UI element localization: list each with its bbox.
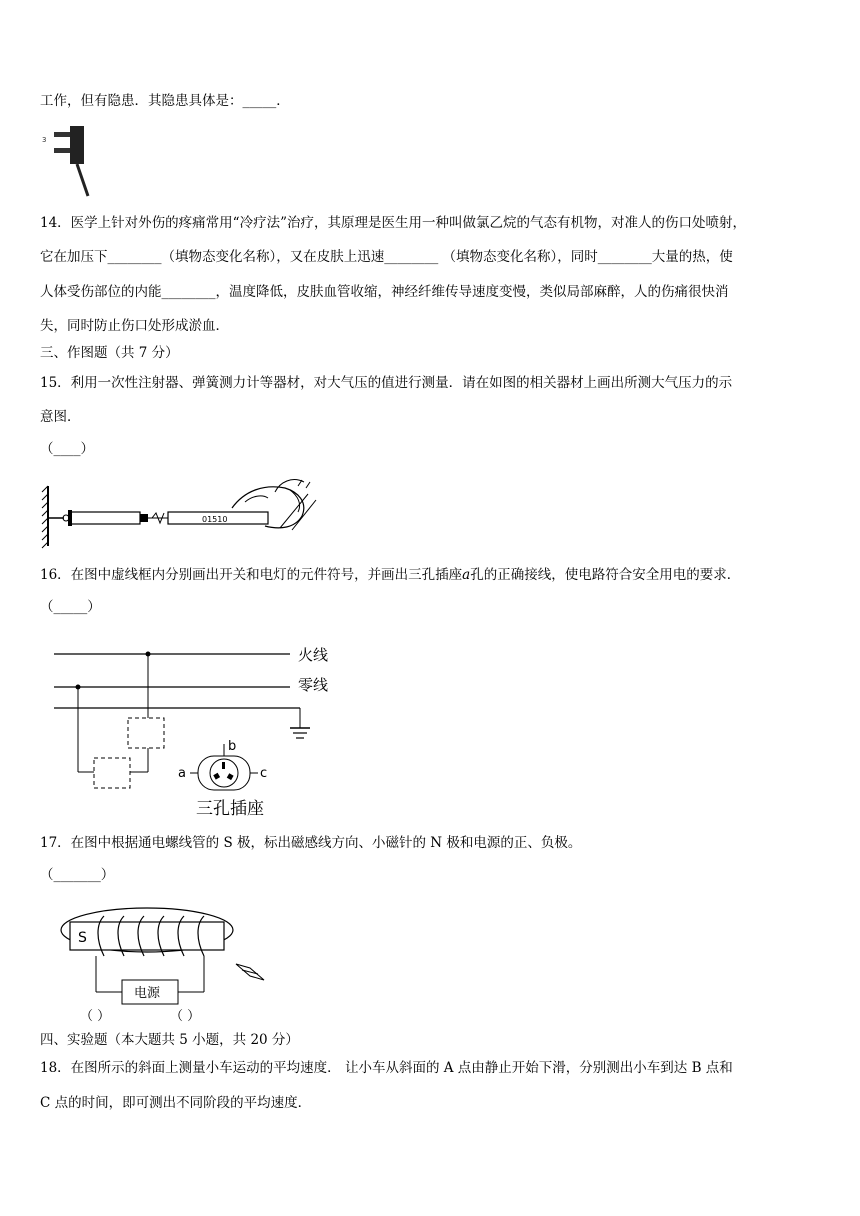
q14-line-4: 失，同时防止伤口处形成淤血． — [40, 318, 229, 334]
pin-b-label: b — [228, 739, 237, 754]
right-terminal-bracket: （ ） — [170, 1009, 201, 1024]
left-terminal-bracket: （ ） — [80, 1009, 111, 1024]
q15-line-1: 15．利用一次性注射器、弹簧测力计等器材，对大气压的值进行测量．请在如图的相关器材上画出所测大气压力的示 — [40, 375, 733, 391]
plug-figure — [40, 120, 100, 200]
q13-continuation: 工作，但有隐患．其隐患具体是：_____． — [40, 93, 290, 109]
q18-line-2: C 点的时间，即可测出不同阶段的平均速度． — [40, 1095, 312, 1111]
socket-caption: 三孔插座 — [196, 799, 264, 819]
section-3-heading: 三、作图题（共 7 分） — [40, 345, 179, 361]
q14-line-1: 14．医学上针对外伤的疼痛常用“冷疗法”治疗，其原理是医生用一种叫做氯乙烷的气态有机物，对准人的伤口处喷射， — [40, 215, 746, 231]
syringe-figure — [40, 468, 320, 550]
scale-markings: 01510 — [202, 515, 228, 524]
s-pole-label: S — [78, 930, 87, 946]
circuit-figure — [50, 636, 360, 822]
section-4-heading: 四、实验题（本大题共 5 小题，共 20 分） — [40, 1032, 299, 1048]
solenoid-figure — [52, 900, 282, 1026]
q14-line-3: 人体受伤部位的内能________，温度降低，皮肤血管收缩，神经纤维传导速度变慢，类似局部麻醉，人的伤痛很快消 — [40, 284, 729, 300]
q16-answer-blank: （_____） — [40, 599, 101, 615]
pin-a-label: a — [178, 766, 186, 781]
q15-line-2: 意图． — [40, 409, 81, 425]
power-source-label: 电源 — [134, 986, 161, 1001]
pin-c-label: c — [260, 766, 268, 781]
q15-answer-blank: （____） — [40, 441, 94, 457]
q17-answer-blank: （_______） — [40, 867, 115, 883]
svg-text:3: 3 — [42, 136, 47, 144]
live-wire-label: 火线 — [298, 646, 329, 664]
compass-needle — [236, 964, 264, 980]
neutral-wire-label: 零线 — [298, 676, 329, 694]
q16-line: 16．在图中虚线框内分别画出开关和电灯的元件符号，并画出三孔插座𝑎孔的正确接线，使电路符合安全用电的要求． — [40, 567, 741, 583]
q17-line: 17．在图中根据通电螺线管的 S 极，标出磁感线方向、小磁针的 N 极和电源的正、负极。 — [40, 835, 582, 851]
q14-line-2: 它在加压下________（填物态变化名称），又在皮肤上迅速________ （填物态变化名称），同时________大量的热，使 — [40, 249, 733, 265]
q18-line-1: 18．在图所示的斜面上测量小车运动的平均速度． 让小车从斜面的 A 点由静止开始下滑，分别测出小车到达 B 点和 — [40, 1060, 733, 1076]
